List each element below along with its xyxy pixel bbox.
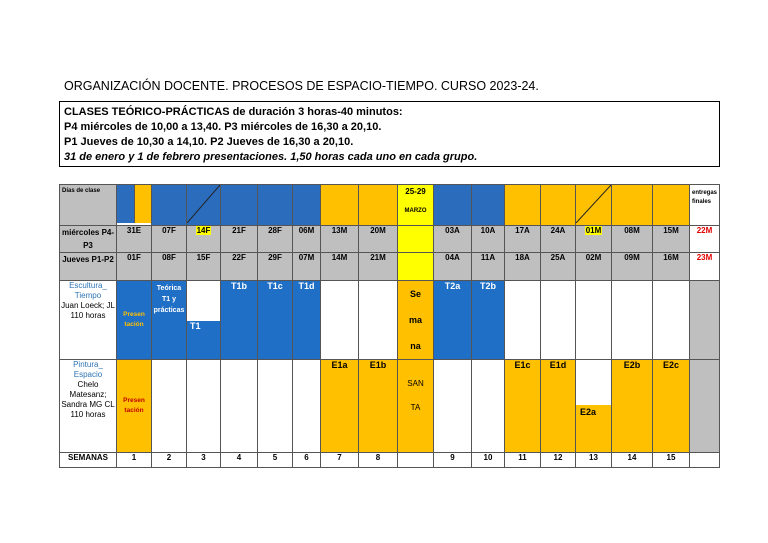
date-cell: 08M xyxy=(612,226,653,253)
date-cell: 02M xyxy=(576,253,612,281)
presentacion-label: Presen tación xyxy=(123,397,145,414)
empty-cell xyxy=(152,360,187,453)
header-cell xyxy=(434,185,472,226)
date-cell: 09M xyxy=(612,253,653,281)
diagonal-line xyxy=(576,185,611,223)
e2b-label: E2b xyxy=(623,360,641,370)
date-cell: 06M xyxy=(293,226,321,253)
date-cell: 20M xyxy=(359,226,398,253)
date-cell: 29F xyxy=(258,253,293,281)
header-cell xyxy=(653,185,690,226)
e1b-label: E1b xyxy=(369,360,387,370)
date-cell: 11A xyxy=(472,253,505,281)
empty-cell xyxy=(187,360,221,453)
t2a-label: T2a xyxy=(444,281,461,291)
date-cell: 14M xyxy=(321,253,359,281)
empty-cell xyxy=(612,281,653,360)
header-cell xyxy=(258,185,293,226)
diagonal-line xyxy=(187,185,220,223)
date-cell: 31E xyxy=(117,226,152,253)
e2a-label: E2a xyxy=(580,407,597,417)
date-cell: 21F xyxy=(221,226,258,253)
week-number: 14 xyxy=(612,453,653,468)
week-number: 5 xyxy=(258,453,293,468)
pintura-hours: 110 horas xyxy=(70,410,106,419)
date-cell: 18A xyxy=(505,253,541,281)
header-cell xyxy=(117,185,135,223)
header-cell xyxy=(187,185,221,226)
header-cell xyxy=(505,185,541,226)
santa-label: SAN TA xyxy=(407,379,424,412)
week-number: 11 xyxy=(505,453,541,468)
e2c-label: E2c xyxy=(662,360,679,370)
semanas-label: SEMANAS xyxy=(60,453,117,468)
escultura-label xyxy=(60,281,117,360)
empty-block xyxy=(576,360,611,405)
week-number: 3 xyxy=(187,453,221,468)
date-cell: 13M xyxy=(321,226,359,253)
empty-cell xyxy=(293,360,321,453)
week-number xyxy=(398,453,434,468)
empty-cell xyxy=(472,360,505,453)
date-cell: 16M xyxy=(653,253,690,281)
week-number: 6 xyxy=(293,453,321,468)
info-line: P4 miércoles de 10,00 a 13,40. P3 miércoles de 16,30 a 20,10. xyxy=(64,121,382,133)
pintura-row xyxy=(60,360,720,453)
presentacion-label: Presen tación xyxy=(123,311,145,328)
header-cell xyxy=(472,185,505,226)
escultura-row xyxy=(60,281,720,360)
e1d-label: E1d xyxy=(549,360,567,370)
date-cell: 22F xyxy=(221,253,258,281)
teorica-label: Teórica T1 y prácticas xyxy=(153,285,185,314)
pintura-teacher: Chelo Matesanz; Sandra MG CL xyxy=(61,380,115,409)
info-box xyxy=(59,101,720,167)
date-cell xyxy=(398,226,434,253)
semanas-row xyxy=(60,453,720,468)
date-cell: 21M xyxy=(359,253,398,281)
e1a-label: E1a xyxy=(331,360,348,370)
e1c-label: E1c xyxy=(514,360,531,370)
info-line: P1 Jueves de 10,30 a 14,10. P2 Jueves de 16,30 a 20,10. xyxy=(64,136,354,148)
header-cell xyxy=(541,185,576,226)
date-cell: 04A xyxy=(434,253,472,281)
header-cell xyxy=(359,185,398,226)
week-number: 10 xyxy=(472,453,505,468)
header-row xyxy=(60,185,720,226)
date-cell-highlight: 14F xyxy=(196,226,211,235)
empty-cell xyxy=(359,281,398,360)
date-cell: 17A xyxy=(505,226,541,253)
empty-cell xyxy=(258,360,293,453)
header-cell xyxy=(321,185,359,226)
week-number: 12 xyxy=(541,453,576,468)
marzo-range: 25-29 xyxy=(405,187,426,196)
t1c-label: T1c xyxy=(267,281,283,291)
date-cell: 28F xyxy=(258,226,293,253)
marzo-cell xyxy=(398,185,434,226)
date-cell-final: 23M xyxy=(690,253,720,281)
header-cell xyxy=(612,185,653,226)
semana-label: Se ma na xyxy=(408,289,422,351)
pintura-link[interactable]: Pintura_ Espacio xyxy=(73,360,103,379)
week-number: 2 xyxy=(152,453,187,468)
date-cell-highlight: 01M xyxy=(585,226,602,235)
date-cell: 07M xyxy=(293,253,321,281)
escultura-teacher: Juan Loeck; JL xyxy=(61,301,115,310)
empty-block xyxy=(187,281,220,321)
week-number: 8 xyxy=(359,453,398,468)
info-line: CLASES TEÓRICO-PRÁCTICAS de duración 3 horas-40 minutos: xyxy=(64,106,403,118)
date-cell xyxy=(398,253,434,281)
date-cell: 15M xyxy=(653,226,690,253)
week-number: 4 xyxy=(221,453,258,468)
date-cell: 03A xyxy=(434,226,472,253)
date-cell: 15F xyxy=(187,253,221,281)
miercoles-label: miércoles P4-P3 xyxy=(60,226,117,253)
date-cell-final: 22M xyxy=(690,226,720,253)
week-number: 7 xyxy=(321,453,359,468)
marzo-label: MARZO xyxy=(404,208,427,214)
empty-cell xyxy=(576,281,612,360)
date-cell: 07F xyxy=(152,226,187,253)
header-cell xyxy=(576,185,612,226)
miercoles-row xyxy=(60,226,720,253)
empty-cell xyxy=(505,281,541,360)
header-cell xyxy=(221,185,258,226)
schedule-table xyxy=(59,184,720,468)
week-number xyxy=(690,453,720,468)
final-cell xyxy=(690,281,720,360)
dias-label: Días de clase xyxy=(62,188,101,194)
escultura-link[interactable]: Escultura_ Tiempo xyxy=(69,281,107,300)
empty-cell xyxy=(321,281,359,360)
t1b-label: T1b xyxy=(230,281,247,291)
date-cell: 25A xyxy=(541,253,576,281)
week-number: 15 xyxy=(653,453,690,468)
header-cell xyxy=(152,185,187,226)
empty-cell xyxy=(653,281,690,360)
header-cell xyxy=(135,185,151,223)
jueves-row xyxy=(60,253,720,281)
info-line: 31 de enero y 1 de febrero presentaciones. 1,50 horas cada uno en cada grupo. xyxy=(64,151,478,163)
t1d-label: T1d xyxy=(298,281,315,291)
date-cell: 24A xyxy=(541,226,576,253)
date-cell: 08F xyxy=(152,253,187,281)
jueves-label: Jueves P1-P2 xyxy=(60,253,117,281)
page-title: ORGANIZACIÓN DOCENTE. PROCESOS DE ESPACIO-TIEMPO. CURSO 2023-24. xyxy=(64,79,539,93)
empty-cell xyxy=(541,281,576,360)
week-number: 13 xyxy=(576,453,612,468)
empty-cell xyxy=(434,360,472,453)
empty-cell xyxy=(221,360,258,453)
week-number: 9 xyxy=(434,453,472,468)
header-cell xyxy=(293,185,321,226)
t2b-label: T2b xyxy=(479,281,496,291)
pintura-label xyxy=(60,360,117,453)
entregas-label: entregas finales xyxy=(692,190,718,205)
final-cell xyxy=(690,360,720,453)
date-cell: 10A xyxy=(472,226,505,253)
escultura-hours: 110 horas xyxy=(70,311,106,320)
t1-label: T1 xyxy=(190,321,201,331)
date-cell: 01F xyxy=(117,253,152,281)
week-number: 1 xyxy=(117,453,152,468)
